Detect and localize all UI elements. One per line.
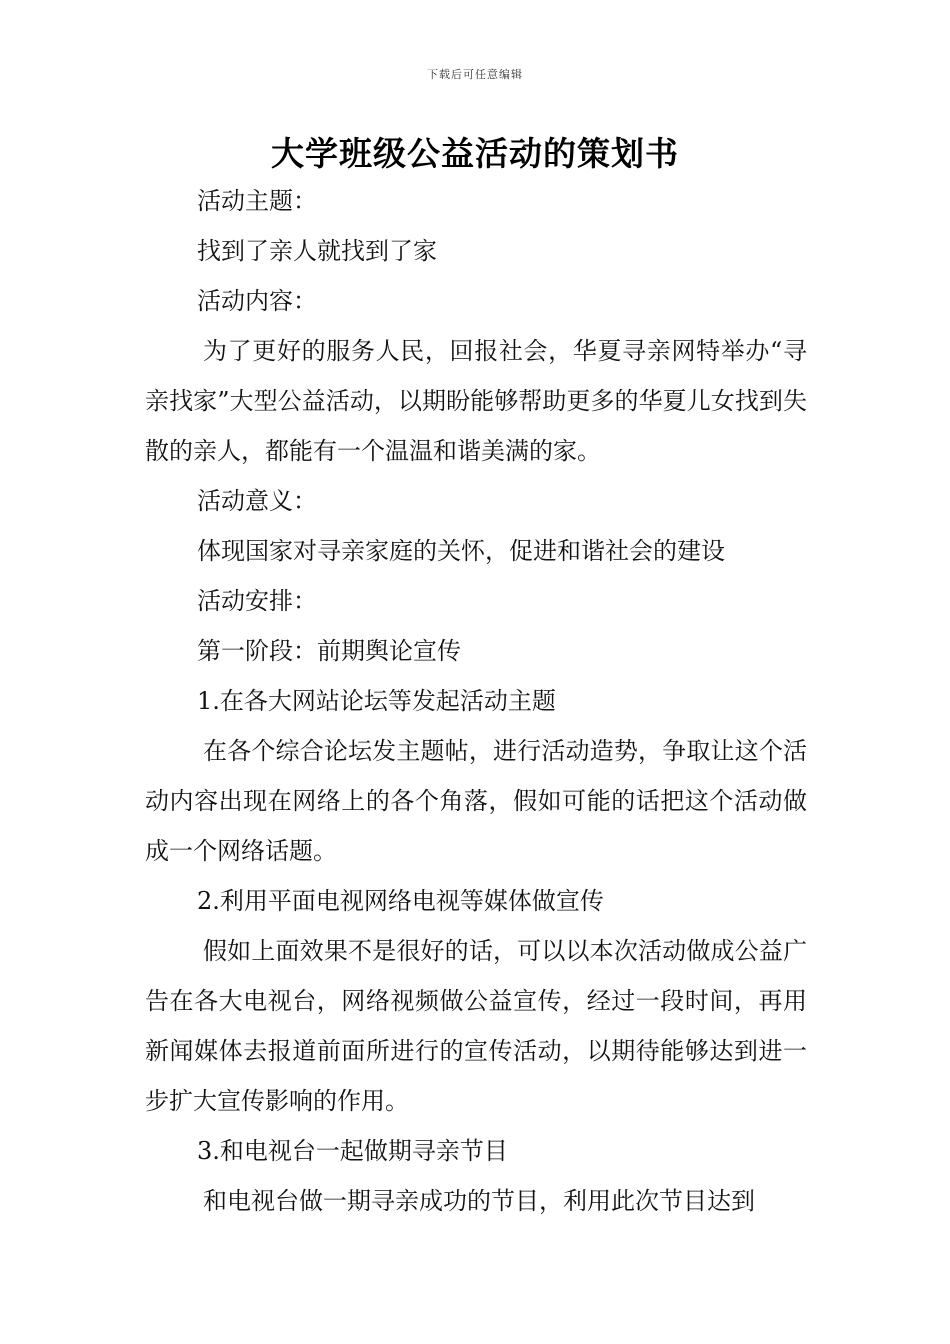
section-heading-theme: 活动主题： <box>197 187 317 215</box>
item-1-heading: 1.在各大网站论坛等发起活动主题 <box>197 687 556 715</box>
item-3-heading: 3.和电视台一起做期寻亲节目 <box>197 1137 508 1165</box>
section-heading-content: 活动内容： <box>197 287 317 315</box>
section-heading-significance: 活动意义： <box>197 487 317 515</box>
item-3-paragraph: 和电视台做一期寻亲成功的节目，利用此次节目达到 <box>203 1187 755 1215</box>
header-note: 下载后可任意编辑 <box>427 68 523 81</box>
theme-text: 找到了亲人就找到了家 <box>197 237 437 265</box>
stage-one-heading: 第一阶段：前期舆论宣传 <box>197 637 461 665</box>
document-title: 大学班级公益活动的策划书 <box>271 134 679 173</box>
item-2-paragraph: 假如上面效果不是很好的话，可以以本次活动做成公益广告在各大电视台，网络视频做公益宣传，经过一段时间，再用新闻媒体去报道前面所进行的宣传活动，以期待能够达到进一步扩大宣传影响的作用。 <box>145 937 807 1115</box>
item-1-paragraph: 在各个综合论坛发主题帖，进行活动造势，争取让这个活动内容出现在网络上的各个角落，假如可能的话把这个活动做成一个网络话题。 <box>145 737 807 865</box>
item-2-heading: 2.利用平面电视网络电视等媒体做宣传 <box>197 887 604 915</box>
content-paragraph: 为了更好的服务人民，回报社会，华夏寻亲网特举办“寻亲找家”大型公益活动，以期盼能够帮助更多的华夏儿女找到失散的亲人，都能有一个温温和谐美满的家。 <box>145 337 807 465</box>
significance-text: 体现国家对寻亲家庭的关怀，促进和谐社会的建设 <box>197 537 725 565</box>
section-heading-arrangement: 活动安排： <box>197 587 317 615</box>
document-body <box>145 176 807 1226</box>
